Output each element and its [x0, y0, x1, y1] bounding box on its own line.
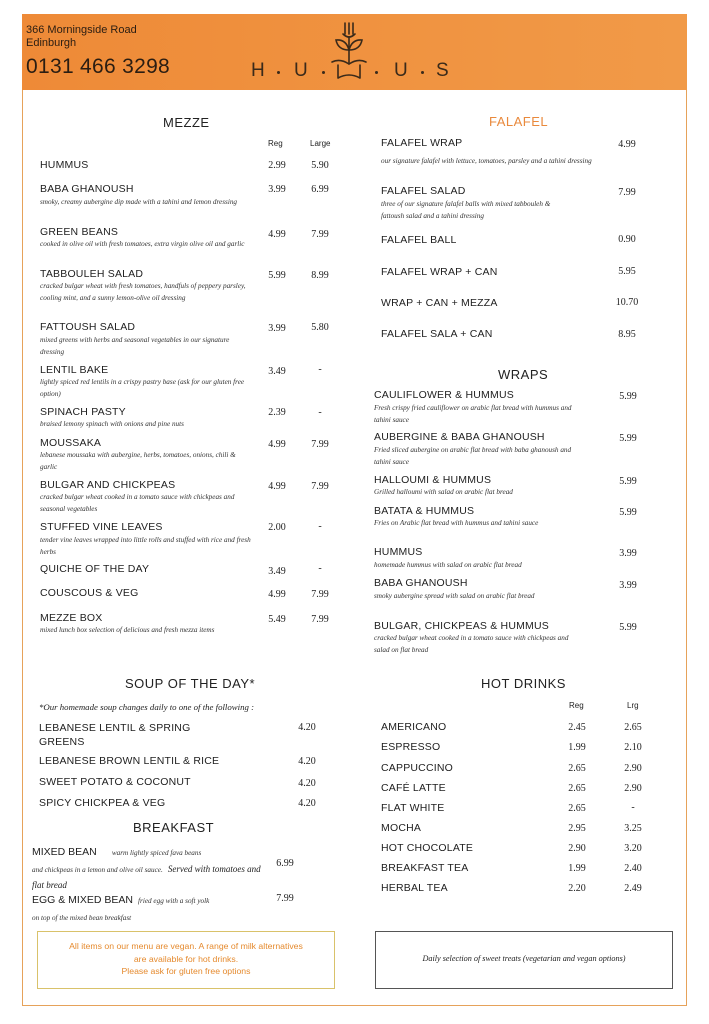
menu-item-desc: mixed greens with herbs and seasonal vegetables in our signature dressing [40, 336, 230, 356]
menu-item-desc: homemade hummus with salad on arabic flat bread [374, 561, 522, 569]
soup-title: SOUP OF THE DAY* [125, 676, 256, 691]
menu-item-desc: cracked bulgar wheat with fresh tomatoes, handfuls of peppery parsley, cooling mint, and a sunny lemon-olive oil dressing [40, 282, 246, 302]
menu-item-desc: smoky aubergine spread with salad on arabic flat bread [374, 592, 535, 600]
menu-item-desc: fried egg with a soft yolk [138, 897, 210, 905]
price-reg: 2.00 [268, 522, 286, 533]
menu-item-name: LENTIL BAKE [40, 364, 109, 376]
menu-item-name: SWEET POTATO & COCONUT [39, 776, 191, 788]
price-reg: 2.95 [568, 823, 586, 834]
menu-item-name: SPINACH PASTY [40, 406, 126, 418]
menu-item-desc: lebanese moussaka with aubergine, herbs, tomatoes, onions, chili & garlic [40, 451, 236, 471]
menu-item-desc: smoky, creamy aubergine dip made with a tahini and lemon dressing [40, 198, 238, 206]
price-reg: 2.90 [568, 843, 586, 854]
logo-dot [421, 71, 424, 74]
menu-item-desc: cooked in olive oil with fresh tomatoes, extra virgin olive oil and garlic [40, 240, 245, 248]
price: 7.99 [618, 187, 636, 198]
menu-item-name: BULGAR, CHICKPEAS & HUMMUS [374, 620, 549, 632]
price: 5.95 [618, 266, 636, 277]
price-lrg: 2.90 [624, 783, 642, 794]
menu-item-name: AMERICANO [381, 721, 447, 733]
sweet-treats-box [375, 931, 673, 989]
vegan-note-line3: Please ask for gluten free options [121, 966, 251, 976]
menu-item-desc: lightly spiced red lentils in a crispy pastry base (ask for our gluten free option) [40, 378, 245, 398]
menu-item-name: HUMMUS [40, 159, 89, 171]
soup-intro: *Our homemade soup changes daily to one of the following : [39, 702, 255, 712]
menu-item-name: FALAFEL SALA + CAN [381, 328, 493, 340]
menu-item-name: FALAFEL WRAP + CAN [381, 266, 498, 278]
logo-dot [375, 71, 378, 74]
vegan-note-line1: All items on our menu are vegan. A range of milk alternatives [69, 941, 303, 951]
price-reg: 4.99 [268, 589, 286, 600]
price-large: 7.99 [311, 589, 329, 600]
menu-item-desc: on top of the mixed bean breakfast [32, 913, 132, 922]
menu-item-name: FALAFEL BALL [381, 234, 457, 246]
menu-item-name: BULGAR AND CHICKPEAS [40, 479, 176, 491]
address-line2: Edinburgh [26, 37, 77, 49]
price-large: 5.80 [311, 322, 329, 333]
menu-item-desc: Fresh crispy fried cauliflower on arabic flat bread with hummus and tahini sauce [374, 404, 572, 424]
menu-item-desc: three of our signature falafel balls with mixed tabbouleh & fattoush salad and a tahini dressing [381, 200, 551, 220]
menu-item-name: BATATA & HUMMUS [374, 505, 475, 517]
menu-item-desc: Grilled halloumi with salad on arabic flat bread [374, 488, 513, 496]
breakfast-item [32, 843, 272, 892]
price-lrg: 3.20 [624, 843, 642, 854]
logo-dot [322, 71, 325, 74]
price-reg: 4.99 [268, 481, 286, 492]
menu-item-name: STUFFED VINE LEAVES [40, 521, 163, 533]
menu-item-name: EGG & MIXED BEAN [32, 894, 133, 906]
price: 5.99 [619, 622, 637, 633]
menu-item-desc: warm lightly spiced fava beans [111, 849, 202, 857]
price-reg: 2.65 [568, 803, 586, 814]
price-large: - [318, 563, 322, 574]
menu-item-name: LEBANESE BROWN LENTIL & RICE [39, 755, 220, 767]
logo-letter-s: S [436, 60, 449, 81]
price-large: 8.99 [311, 270, 329, 281]
hot-drinks-title: HOT DRINKS [481, 676, 566, 691]
vegan-note-line2: are available for hot drinks. [133, 953, 239, 964]
price-large: - [318, 364, 322, 375]
price-reg: 5.49 [268, 614, 286, 625]
price: 4.20 [298, 798, 316, 809]
price: 10.70 [615, 297, 639, 308]
menu-item-name: FALAFEL WRAP [381, 137, 463, 149]
menu-item-desc: mixed lunch box selection of delicious and fresh mezza items [40, 626, 215, 634]
menu-item-name: MOUSSAKA [40, 437, 102, 449]
menu-item-name: FATTOUSH SALAD [40, 321, 136, 333]
menu-item-name: GREEN BEANS [40, 226, 119, 238]
menu-item-name: MOCHA [381, 822, 422, 834]
price: 4.20 [298, 756, 316, 767]
price: 5.99 [619, 476, 637, 487]
price-reg: 2.65 [568, 763, 586, 774]
price-reg: 3.99 [268, 184, 286, 195]
price-reg: 4.99 [268, 229, 286, 240]
menu-item-name: MIXED BEAN [32, 846, 97, 858]
price: 5.99 [619, 391, 637, 402]
price-reg: 2.20 [568, 883, 586, 894]
price: 3.99 [619, 548, 637, 559]
address [26, 24, 137, 50]
menu-item-name: FALAFEL SALAD [381, 185, 466, 197]
menu-item-name: BABA GHANOUSH [40, 183, 134, 195]
menu-item-desc: Fried sliced aubergine on arabic flat bread with baba ghanoush and tahini sauce [374, 446, 572, 466]
menu-item-desc: Served with tomatoes and flat bread [32, 863, 261, 890]
price-lrg: 3.25 [624, 823, 642, 834]
menu-item-desc: tender vine leaves wrapped into little rolls and stuffed with rice and fresh herbs [40, 536, 251, 556]
price-lrg: 2.49 [624, 883, 642, 894]
logo-letter-u2: U [394, 60, 408, 81]
price-large: 7.99 [311, 481, 329, 492]
price: 3.99 [619, 580, 637, 591]
menu-item-desc: our signature falafel with lettuce, tomatoes, parsley and a tahini dressing [381, 157, 592, 165]
mezze-title: MEZZE [163, 115, 210, 130]
mezze-col-reg: Reg [268, 139, 283, 148]
menu-item-name: HALLOUMI & HUMMUS [374, 474, 492, 486]
price-reg: 3.49 [268, 566, 286, 577]
vegan-note-box [37, 931, 335, 989]
menu-item-name: CAPPUCCINO [381, 762, 454, 774]
menu-item-name: QUICHE OF THE DAY [40, 563, 150, 575]
menu-item-desc: Fries on Arabic flat bread with hummus and tahini sauce [374, 519, 539, 527]
price-lrg: - [631, 802, 635, 813]
logo-letter-u: U [294, 60, 308, 81]
price-reg: 3.49 [268, 366, 286, 377]
price-large: 5.90 [311, 160, 329, 171]
drinks-col-reg: Reg [569, 701, 584, 710]
phone-number: 0131 466 3298 [26, 55, 171, 78]
price-reg: 2.39 [268, 407, 286, 418]
drinks-col-lrg: Lrg [627, 701, 639, 710]
menu-item-name: HOT CHOCOLATE [381, 842, 474, 854]
price-large: - [318, 407, 322, 418]
menu-item-desc: cracked bulgar wheat cooked in a tomato sauce with chickpeas and salad on flat bread [374, 634, 569, 654]
breakfast-item [32, 891, 272, 924]
price-reg: 2.65 [568, 783, 586, 794]
price-large: - [318, 521, 322, 532]
price-reg: 5.99 [268, 270, 286, 281]
menu-item-name: FLAT WHITE [381, 802, 445, 814]
logo-letter-h: H [251, 60, 265, 81]
price-reg: 1.99 [568, 742, 586, 753]
menu-item-name: SPICY CHICKPEA & VEG [39, 797, 166, 809]
price-lrg: 2.90 [624, 763, 642, 774]
price: 8.95 [618, 329, 636, 340]
price-lrg: 2.65 [624, 722, 642, 733]
menu-item-desc: braised lemony spinach with onions and pine nuts [40, 420, 184, 428]
logo-dot [277, 71, 280, 74]
menu-item-name: ESPRESSO [381, 741, 441, 753]
menu-item-name: CAFÉ LATTE [381, 782, 446, 794]
address-line1: 366 Morningside Road [26, 24, 137, 36]
menu-item-name: HERBAL TEA [381, 882, 448, 894]
price-reg: 2.45 [568, 722, 586, 733]
price-lrg: 2.10 [624, 742, 642, 753]
price: 7.99 [276, 893, 294, 904]
menu-item-name: WRAP + CAN + MEZZA [381, 297, 498, 309]
price-reg: 4.99 [268, 439, 286, 450]
breakfast-title: BREAKFAST [133, 820, 215, 835]
mezze-col-large: Large [310, 139, 331, 148]
price-large: 7.99 [311, 439, 329, 450]
menu-item-name: CAULIFLOWER & HUMMUS [374, 389, 514, 401]
wraps-title: WRAPS [498, 367, 549, 382]
price-reg: 2.99 [268, 160, 286, 171]
price-large: 6.99 [311, 184, 329, 195]
price: 6.99 [276, 858, 294, 869]
price-lrg: 2.40 [624, 863, 642, 874]
price-reg: 3.99 [268, 323, 286, 334]
price: 5.99 [619, 507, 637, 518]
price: 4.20 [298, 778, 316, 789]
price-large: 7.99 [311, 229, 329, 240]
menu-item-desc: cracked bulgar wheat cooked in a tomato sauce with chickpeas and seasonal vegetables [40, 493, 235, 513]
falafel-title: FALAFEL [489, 114, 549, 129]
menu-item-desc: and chickpeas in a lemon and olive oil sauce. [32, 865, 163, 874]
menu-item-name: BREAKFAST TEA [381, 862, 469, 874]
menu-item-name: LEBANESE LENTIL & SPRING GREENS [39, 722, 191, 748]
price-reg: 1.99 [568, 863, 586, 874]
menu-item-name: AUBERGINE & BABA GHANOUSH [374, 431, 545, 443]
fork-leaf-icon [328, 20, 370, 82]
price-large: 7.99 [311, 614, 329, 625]
price: 4.20 [298, 722, 316, 733]
menu-item-name: MEZZE BOX [40, 612, 103, 624]
menu-item-name: BABA GHANOUSH [374, 577, 468, 589]
menu-item-name: HUMMUS [374, 546, 423, 558]
menu-item-name: TABBOULEH SALAD [40, 268, 144, 280]
price: 4.99 [618, 139, 636, 150]
sweet-treats-note: Daily selection of sweet treats (vegetarian and vegan options) [422, 954, 626, 963]
price: 5.99 [619, 433, 637, 444]
price: 0.90 [618, 234, 636, 245]
menu-item-name: COUSCOUS & VEG [40, 587, 139, 599]
